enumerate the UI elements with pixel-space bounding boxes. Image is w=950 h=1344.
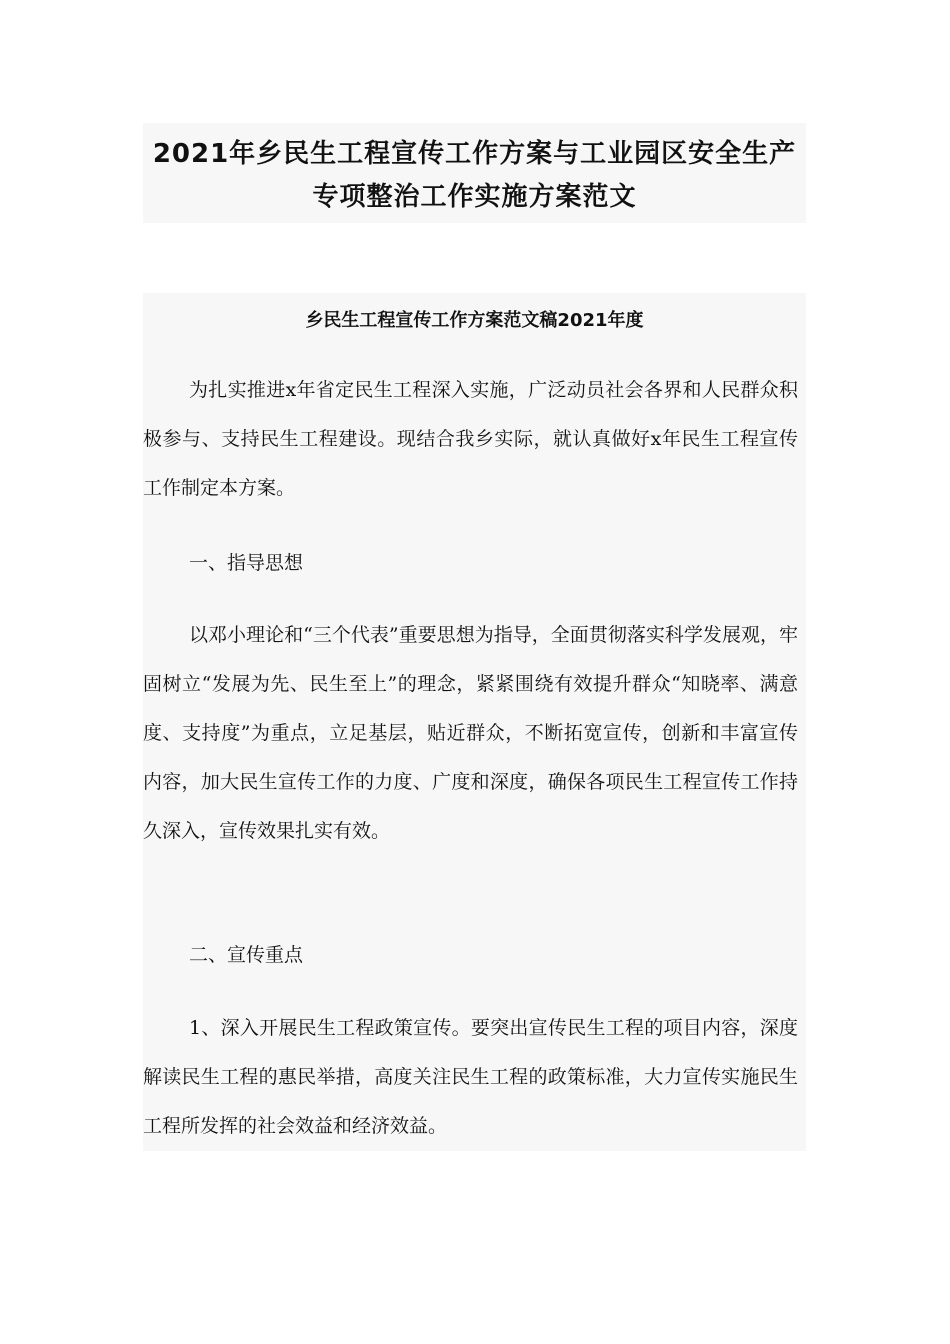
- guiding-ideology-paragraph: 以邓小理论和“三个代表”重要思想为指导，全面贯彻落实科学发展观，牢固树立“发展为先、民生至上”的理念，紧紧围绕有效提升群众“知晓率、满意度、支持度”为重点，立足基层，贴近群众，不断拓宽宣传，创新和丰富宣传内容，加大民生宣传工作的力度、广度和深度，确保各项民生工程宣传工作持久深入，宣传效果扎实有效。: [143, 624, 798, 842]
- publicity-focus-item-1: 1、深入开展民生工程政策宣传。要突出宣传民生工程的项目内容，深度解读民生工程的惠民举措，高度关注民生工程的政策标准，大力宣传实施民生工程所发挥的社会效益和经济效益。: [143, 1017, 798, 1137]
- intro-paragraph: 为扎实推进x年省定民生工程深入实施，广泛动员社会各界和人民群众积极参与、支持民生工程建设。现结合我乡实际，就认真做好x年民生工程宣传工作制定本方案。: [143, 379, 798, 499]
- section-heading-guiding-ideology: 一、指导思想: [189, 552, 304, 574]
- content-block: [143, 293, 806, 1151]
- section-heading-publicity-focus: 二、宣传重点: [189, 944, 304, 966]
- title-block: [143, 123, 806, 223]
- document-subtitle: 乡民生工程宣传工作方案范文稿2021年度: [305, 310, 644, 331]
- document-title: 2021年乡民生工程宣传工作方案与工业园区安全生产专项整治工作实施方案范文: [152, 139, 797, 212]
